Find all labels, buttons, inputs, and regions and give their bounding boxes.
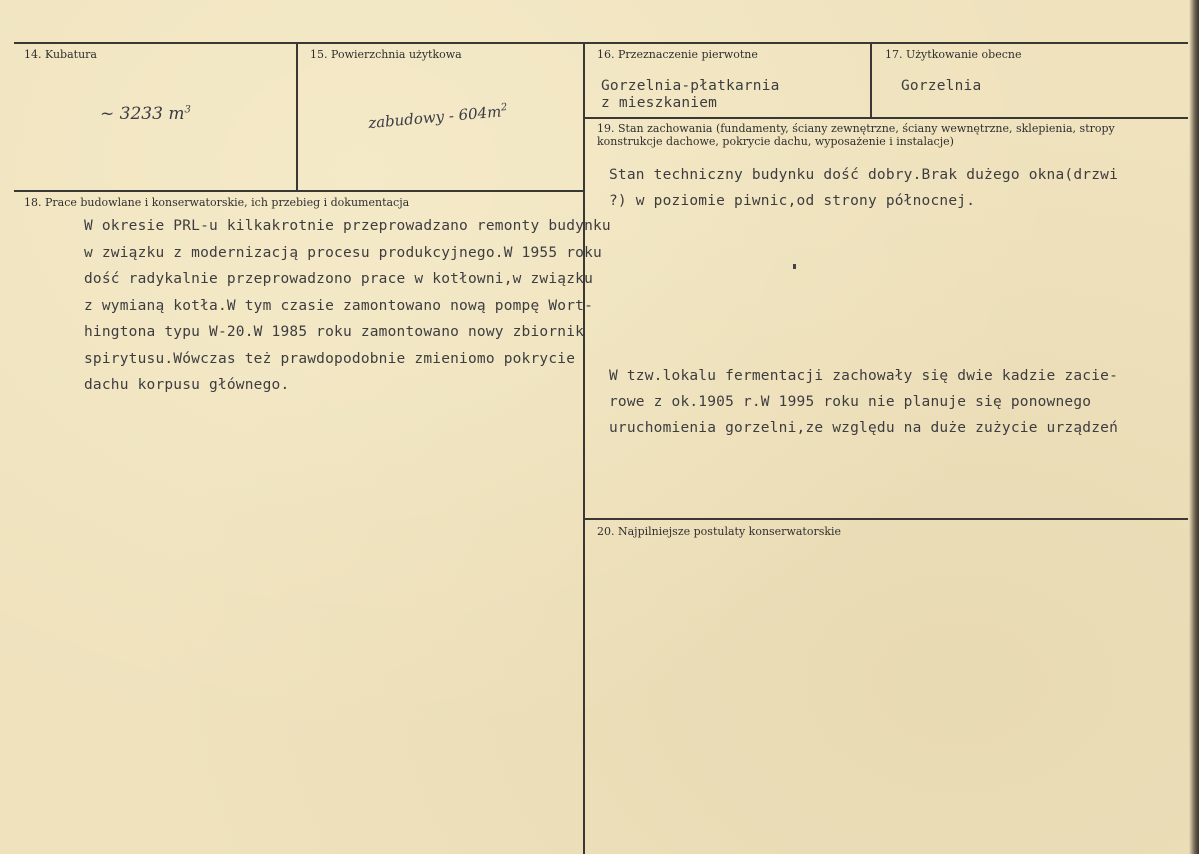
prace-line: hingtona typu W-20.W 1985 roku zamontowano nowy zbiornik — [84, 324, 585, 340]
label-przeznaczenie: 16. Przeznaczenie pierwotne — [597, 48, 758, 61]
prace-line: spirytusu.Wówczas też prawdopodobnie zmieniomo pokrycie — [84, 350, 576, 367]
prace-line: z wymianą kotła.W tym czasie zamontowano nową pompę Wort- — [84, 297, 593, 314]
label-kubatura: 14. Kubatura — [24, 48, 97, 61]
stan-line: ?) w poziomie piwnic,od strony północnej. — [609, 193, 976, 209]
stan-text-1 — [609, 162, 1118, 214]
prace-line: dość radykalnie przeprowadzono prace w kotłowni,w związku — [84, 271, 593, 287]
label-powierzchnia: 15. Powierzchnia użytkowa — [310, 48, 462, 61]
ink-speck — [793, 264, 796, 269]
prace-text — [84, 213, 611, 399]
uzytkowanie-value — [901, 78, 981, 95]
label-stan: 19. Stan zachowania (fundamenty, ściany zewnętrzne, ściany wewnętrzne, sklepienia, stropy konstrukcje dachowe, pokrycie dachu, wyposażenie i instalacje) — [597, 122, 1115, 148]
powierzchnia-text: zabudowy - 604m — [367, 102, 503, 133]
divider-left-right — [583, 42, 585, 854]
stan-text-2 — [609, 363, 1118, 441]
powierzchnia-unit: 2 — [500, 101, 508, 114]
prace-line: W okresie PRL-u kilkakrotnie przeprowadzano remonty budynku — [84, 218, 611, 234]
label-uzytkowanie: 17. Użytkowanie obecne — [885, 48, 1022, 61]
prace-line: w związku z modernizacją procesu produkcyjnego.W 1955 roku — [84, 244, 602, 261]
rule-under-14-15 — [14, 190, 584, 192]
stan-line: Stan techniczny budynku dość dobry.Brak dużego okna(drzwi — [609, 167, 1118, 183]
kubatura-value — [100, 104, 191, 124]
label-postulaty: 20. Najpilniejsze postulaty konserwatorskie — [597, 525, 842, 538]
kubatura-text: ~ 3233 m — [100, 104, 185, 124]
stan-line: W tzw.lokalu fermentacji zachowały się dwie kadzie zacie- — [609, 368, 1118, 384]
kubatura-unit: 3 — [184, 104, 191, 116]
stan-line: uruchomienia gorzelni,ze względu na duże zużycie urządzeń — [609, 420, 1118, 436]
powierzchnia-value — [367, 102, 508, 132]
przeznaczenie-value — [601, 78, 780, 112]
rule-under-16-17 — [584, 117, 1188, 119]
uzytkowanie-line: Gorzelnia — [901, 78, 982, 94]
card-edge-shadow — [1189, 0, 1199, 854]
divider-16-17 — [870, 42, 872, 118]
przeznaczenie-line: z mieszkaniem — [601, 95, 718, 111]
label-prace: 18. Prace budowlane i konserwatorskie, ich przebieg i dokumentacja — [24, 196, 410, 209]
stan-line: rowe z ok.1905 r.W 1995 roku nie planuje się ponownego — [609, 394, 1092, 410]
przeznaczenie-line: Gorzelnia-płatkarnia — [601, 78, 780, 94]
divider-14-15 — [296, 42, 298, 191]
prace-line: dachu korpusu głównego. — [84, 377, 290, 393]
top-rule — [14, 42, 1188, 44]
rule-above-20 — [584, 518, 1188, 520]
